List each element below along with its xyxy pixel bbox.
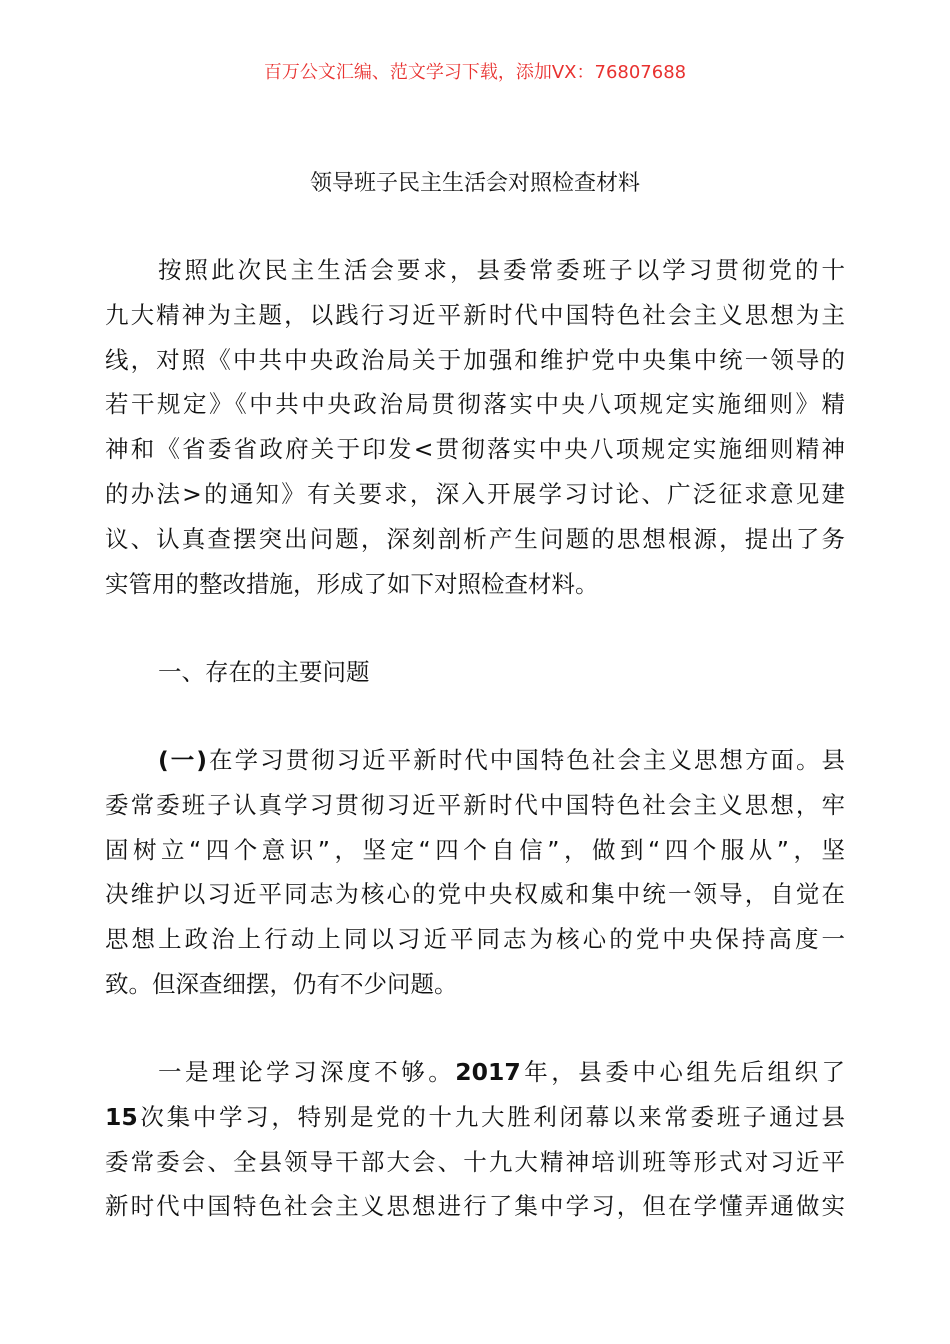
text-line: 新时代中国特色社会主义思想进行了集中学习，但在学懂弄通做实 [105,1192,845,1221]
watermark-banner: 百万公文汇编、范文学习下载，添加VX：76807688 [263,62,687,83]
year-number: 2017 [455,1058,521,1086]
text-line [105,1050,845,1095]
text-line: 思想上政治上行动上同以习近平同志为核心的党中央保持高度一 [105,925,845,954]
text-line: 的办法>的通知》有关要求，深入开展学习讨论、广泛征求意见建 [105,479,845,508]
intro-paragraph [105,248,845,606]
subsection-number: (一) [158,746,208,774]
heading-text: 一、存在的主要问题 [158,658,370,686]
section-heading [105,650,845,695]
text-line: 神和《省委省政府关于印发<贯彻落实中央八项规定实施细则精神 [105,435,845,464]
text-line: 固树立“四个意识”，坚定“四个自信”，做到“四个服从”，坚 [105,835,845,864]
text-line: 若干规定》《中共中央政治局贯彻落实中央八项规定实施细则》精 [105,390,845,419]
text-segment: 次集中学习，特别是党的十九大胜利闭幕以来常委班子通过县 [137,1102,845,1131]
text-segment: 在学习贯彻习近平新时代中国特色社会主义思想方面。县 [207,746,846,774]
text-line: 委常委班子认真学习贯彻习近平新时代中国特色社会主义思想，牢 [105,790,845,819]
text-segment: 一是理论学习深度不够。 [158,1058,456,1086]
text-line: 线，对照《中共中央政治局关于加强和维护党中央集中统一领导的 [105,345,845,374]
document-title: 领导班子民主生活会对照检查材料 [309,171,640,196]
text-line: 议、认真查摆突出问题，深刻剖析产生问题的思想根源，提出了务 [105,524,845,553]
text-line [105,1095,845,1140]
text-segment: 年，县委中心组先后组织了 [520,1058,846,1086]
subsection-paragraph [105,738,845,1007]
count-number: 15 [105,1102,138,1131]
text-line: 实管用的整改措施，形成了如下对照检查材料。 [105,569,599,598]
text-line: 决维护以习近平同志为核心的党中央权威和集中统一领导，自觉在 [105,880,845,909]
text-line: 委常委会、全县领导干部大会、十九大精神培训班等形式对习近平 [105,1147,845,1176]
text-line: 致。但深查细摆，仍有不少问题。 [105,969,458,998]
text-line: 按照此次民主生活会要求，县委常委班子以学习贯彻党的十 [158,256,845,284]
text-line [105,738,845,783]
theory-study-paragraph [105,1050,845,1229]
text-line: 九大精神为主题，以践行习近平新时代中国特色社会主义思想为主 [105,300,845,329]
